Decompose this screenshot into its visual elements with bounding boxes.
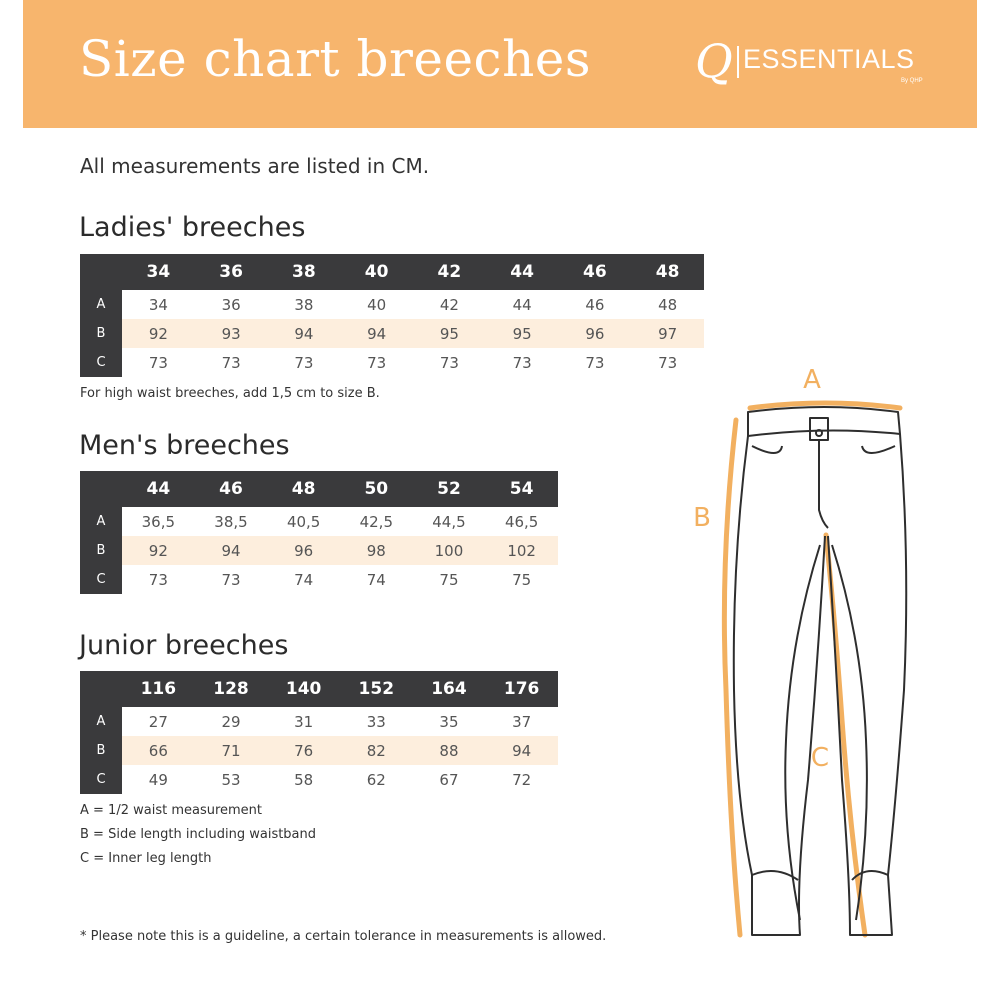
size-header: 164: [413, 671, 486, 707]
table-row: [80, 507, 558, 536]
ladies-size-table: [80, 254, 704, 377]
measurement-cell: 76: [267, 736, 340, 765]
logo-subtext: By QHP: [901, 78, 923, 84]
measurement-cell: 73: [439, 353, 459, 372]
logo-divider: [737, 46, 739, 78]
size-header: 44: [486, 254, 559, 290]
measurement-cell: 75: [439, 570, 459, 589]
row-label: B: [80, 536, 122, 565]
measure-line-b: [724, 420, 740, 935]
table-corner: [80, 254, 122, 290]
measurement-cell: 98: [340, 536, 413, 565]
left-knee-patch: [785, 545, 820, 920]
measurement-cell: 74: [294, 570, 314, 589]
measurement-cell: 73: [148, 353, 168, 372]
size-header: 34: [122, 254, 195, 290]
measurement-cell: 48: [658, 295, 678, 314]
measurement-cell: 94: [340, 319, 413, 348]
size-header-row: [80, 254, 704, 290]
row-label: A: [80, 707, 122, 736]
tolerance-footnote: * Please note this is a guideline, a certain tolerance in measurements is allowed.: [80, 929, 607, 944]
size-header: 52: [413, 471, 486, 507]
measurement-cell: 82: [340, 736, 413, 765]
measurement-unit-note: All measurements are listed in CM.: [80, 154, 430, 178]
table-corner: [80, 671, 122, 707]
measurement-cell: 71: [195, 736, 268, 765]
measurement-cell: 38: [294, 295, 314, 314]
measurement-cell: 34: [148, 295, 168, 314]
measurement-cell: 46: [585, 295, 605, 314]
measurement-cell: 92: [122, 319, 195, 348]
row-label: A: [80, 507, 122, 536]
measurement-cell: 94: [268, 319, 341, 348]
size-header-row: [80, 671, 558, 707]
measurement-cell: 92: [122, 536, 195, 565]
measurement-cell: 75: [512, 570, 532, 589]
measurement-cell: 73: [658, 353, 678, 372]
fly-outline: [819, 440, 828, 528]
measurement-cell: 31: [294, 712, 314, 731]
measurement-cell: 94: [485, 736, 558, 765]
high-waist-note: For high waist breeches, add 1,5 cm to size B.: [80, 386, 380, 401]
label-b: B: [693, 503, 711, 533]
row-label: B: [80, 736, 122, 765]
measurement-cell: 49: [148, 770, 168, 789]
measurement-cell: 67: [439, 770, 459, 789]
measurement-cell: 73: [512, 353, 532, 372]
row-label: C: [80, 565, 122, 594]
table-row: [80, 565, 558, 594]
measurement-cell: 102: [485, 536, 558, 565]
label-c: C: [810, 743, 830, 773]
brand-logo: [695, 34, 955, 98]
legend-b: B = Side length including waistband: [80, 827, 317, 842]
measurement-cell: 93: [195, 319, 268, 348]
size-header: 36: [195, 254, 268, 290]
legend-c: C = Inner leg length: [80, 851, 212, 866]
measurement-cell: 62: [366, 770, 386, 789]
size-header: 48: [267, 471, 340, 507]
junior-size-table: [80, 671, 558, 794]
measurement-cell: 36,5: [141, 512, 176, 531]
row-label: B: [80, 319, 122, 348]
page-title: Size chart breeches: [79, 30, 592, 88]
measurement-cell: 46,5: [504, 512, 539, 531]
junior-section-title: Junior breeches: [79, 630, 289, 661]
mens-section-title: Men's breeches: [79, 430, 290, 461]
measurement-cell: 73: [294, 353, 314, 372]
measurement-cell: 38,5: [214, 512, 248, 531]
label-a: A: [803, 365, 821, 395]
size-header: 38: [268, 254, 341, 290]
measurement-cell: 96: [559, 319, 632, 348]
measurement-cell: 27: [148, 712, 168, 731]
size-header: 128: [195, 671, 268, 707]
measurement-cell: 53: [221, 770, 241, 789]
mens-size-table: [80, 471, 558, 594]
logo-text: ESSENTIALS: [743, 44, 915, 74]
measurement-cell: 73: [148, 570, 168, 589]
measurement-cell: 72: [512, 770, 532, 789]
measurement-cell: 95: [413, 319, 486, 348]
ladies-section-title: Ladies' breeches: [79, 212, 306, 243]
size-header: 46: [559, 254, 632, 290]
right-knee-patch: [832, 545, 867, 920]
measurement-cell: 73: [367, 353, 387, 372]
measurement-cell: 74: [366, 570, 386, 589]
measurement-cell: 42,5: [359, 512, 393, 531]
measurement-cell: 37: [512, 712, 532, 731]
measurement-cell: 96: [267, 536, 340, 565]
measurement-cell: 33: [366, 712, 386, 731]
measurement-cell: 94: [195, 536, 268, 565]
size-header-row: [80, 471, 558, 507]
measurement-cell: 44,5: [432, 512, 466, 531]
table-row: [80, 348, 704, 377]
size-header: 42: [413, 254, 486, 290]
size-header: 48: [631, 254, 704, 290]
table-corner: [80, 471, 122, 507]
table-row: [80, 319, 704, 348]
size-header: 176: [485, 671, 558, 707]
row-label: C: [80, 765, 122, 794]
measurement-cell: 44: [512, 295, 532, 314]
size-header: 152: [340, 671, 413, 707]
measurement-cell: 58: [294, 770, 314, 789]
measurement-cell: 29: [221, 712, 241, 731]
size-header: 116: [122, 671, 195, 707]
size-header: 50: [340, 471, 413, 507]
logo-letter: Q: [695, 34, 733, 88]
measurement-cell: 73: [221, 353, 241, 372]
size-header: 40: [340, 254, 413, 290]
waistband-outline: [748, 407, 900, 436]
legend-a: A = 1/2 waist measurement: [80, 803, 263, 818]
measurement-cell: 100: [413, 536, 486, 565]
measurement-cell: 88: [413, 736, 486, 765]
breeches-diagram: [690, 360, 940, 960]
left-pocket: [752, 446, 782, 453]
measurement-cell: 36: [221, 295, 241, 314]
measurement-cell: 73: [221, 570, 241, 589]
waist-button: [816, 430, 822, 436]
measurement-cell: 42: [439, 295, 459, 314]
measurement-cell: 97: [631, 319, 704, 348]
row-label: A: [80, 290, 122, 319]
table-row: [80, 290, 704, 319]
size-header: 46: [195, 471, 268, 507]
measurement-cell: 40,5: [286, 512, 321, 531]
size-header: 44: [122, 471, 195, 507]
left-leg-outline: [734, 436, 825, 935]
row-label: C: [80, 348, 122, 377]
table-row: [80, 765, 558, 794]
table-row: [80, 536, 558, 565]
table-row: [80, 736, 558, 765]
table-row: [80, 707, 558, 736]
size-header: 54: [485, 471, 558, 507]
measurement-cell: 40: [367, 295, 387, 314]
measurement-cell: 35: [439, 712, 459, 731]
right-pocket: [862, 446, 895, 453]
size-header: 140: [267, 671, 340, 707]
measurement-cell: 73: [585, 353, 605, 372]
header-banner: [23, 0, 977, 128]
measurement-cell: 66: [122, 736, 195, 765]
measurement-cell: 95: [486, 319, 559, 348]
